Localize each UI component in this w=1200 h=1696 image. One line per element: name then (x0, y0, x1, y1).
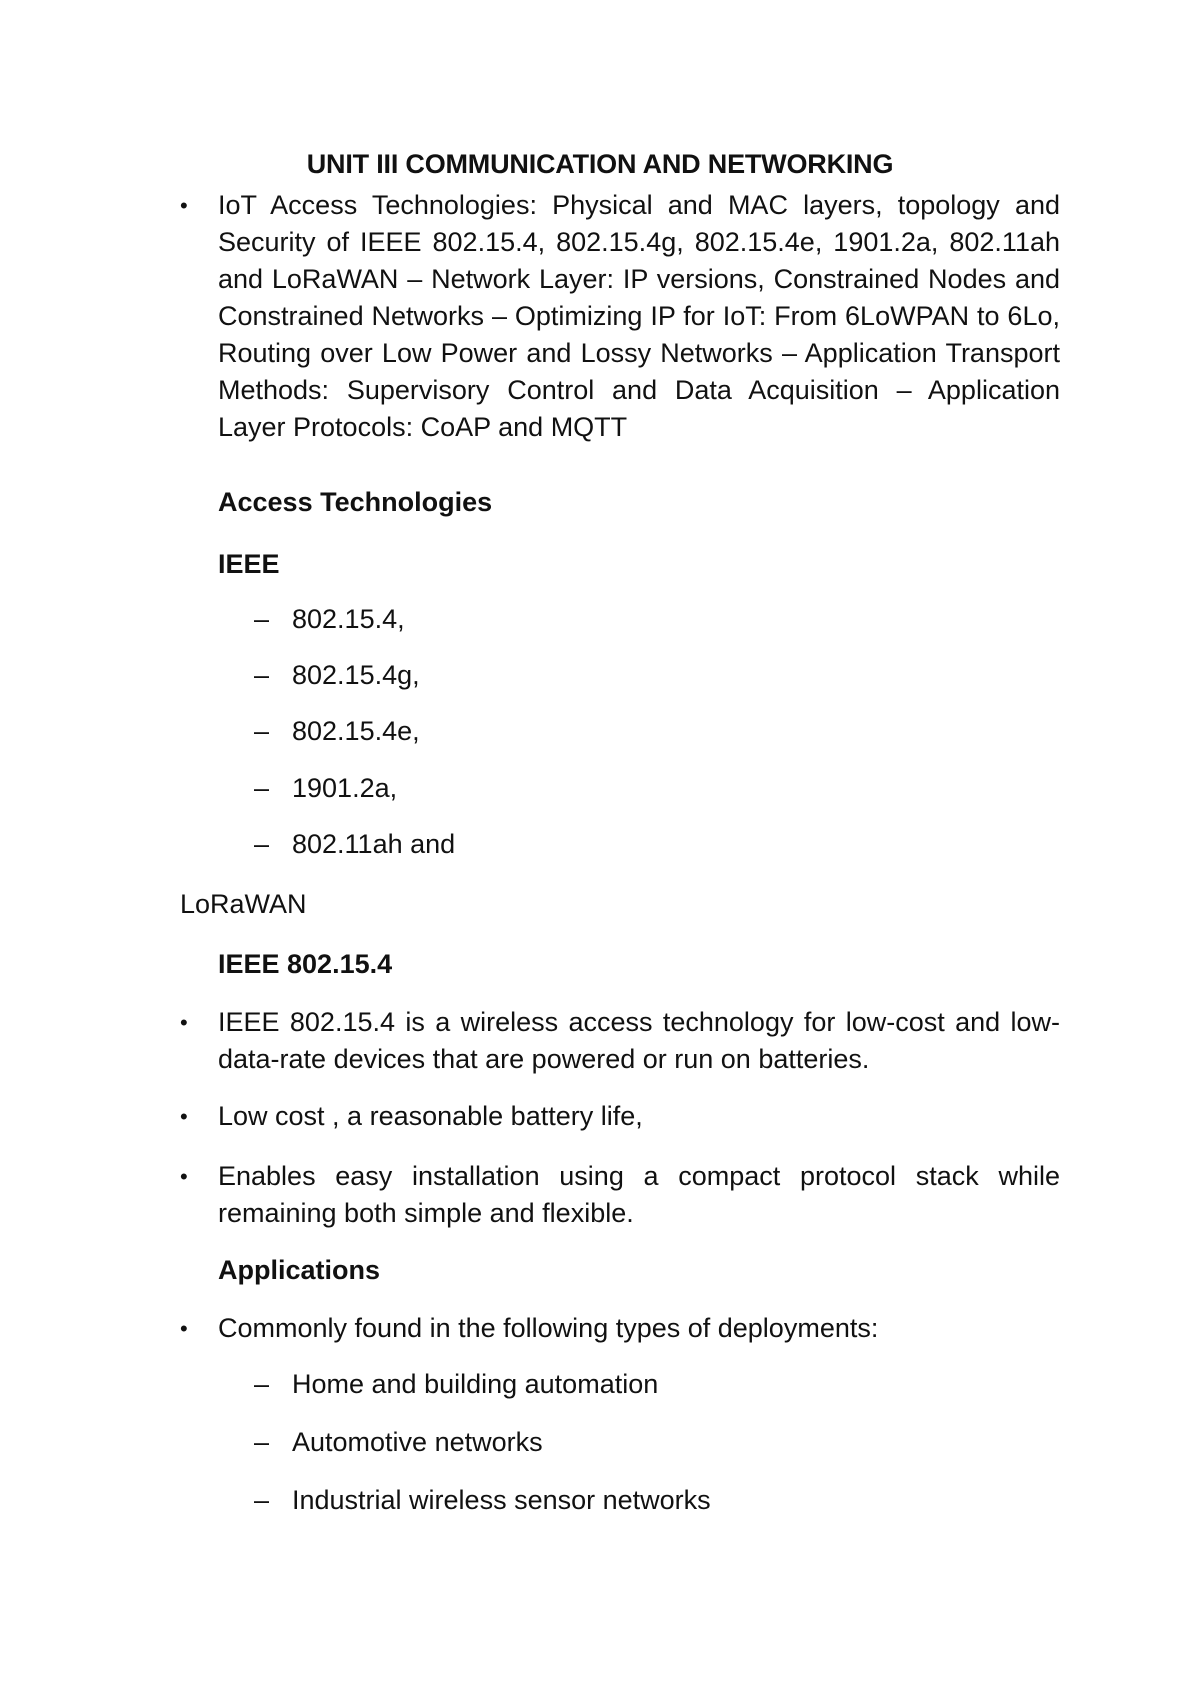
ieee-list-item (254, 601, 405, 637)
ieee-list-item (254, 713, 420, 749)
bullet-icon: • (180, 1316, 188, 1341)
applications-bullet (180, 1310, 1060, 1347)
ieee802-bullet (180, 1004, 1060, 1078)
access-technologies-heading: Access Technologies (218, 487, 493, 517)
applications-list-item (254, 1424, 543, 1460)
ieee-list-item (254, 826, 455, 862)
applications-bullet-text: Commonly found in the following types of deployments: (218, 1313, 879, 1343)
bullet-icon: • (180, 1164, 188, 1189)
dash-icon: – (254, 1369, 270, 1399)
dash-icon: – (254, 716, 270, 746)
applications-item-text: Home and building automation (292, 1369, 659, 1399)
ieee-list-item (254, 770, 397, 806)
bullet-icon: • (180, 193, 188, 218)
ieee-item-text: 802.15.4, (292, 604, 405, 634)
ieee-item-text: 802.11ah and (292, 829, 456, 859)
applications-heading: Applications (218, 1255, 381, 1285)
page-title: UNIT III COMMUNICATION AND NETWORKING (306, 149, 894, 179)
ieee-802-15-4-heading: IEEE 802.15.4 (218, 949, 393, 979)
ieee-item-text: 802.15.4g, (292, 660, 420, 690)
intro-bullet-text: IoT Access Technologies: Physical and MAC layers, topology and Security of IEEE 802.15.4, 802.15.4g, 802.15.4e, 1901.2a, 802.11ah and LoRaWAN – Network Layer: IP versions, Constrained Nodes and Constrained Networks – Optimizing IP for IoT: From 6LoWPAN to 6Lo, Routing over Low Power and Lossy Networks – Application Transport Methods: Supervisory Control and Data Acquisition – Application Layer Protocols: CoAP and MQTT (218, 190, 1060, 442)
applications-item-text: Industrial wireless sensor networks (292, 1485, 711, 1515)
applications-list-item (254, 1366, 658, 1402)
lorawan-label: LoRaWAN (180, 889, 307, 919)
dash-icon: – (254, 1427, 270, 1457)
ieee-item-text: 1901.2a, (292, 773, 398, 803)
dash-icon: – (254, 829, 270, 859)
ieee802-bullet (180, 1098, 1060, 1135)
ieee802-bullet-text: IEEE 802.15.4 is a wireless access technology for low-cost and low-data-rate devices that are powered or run on batteries. (218, 1007, 1060, 1074)
applications-item-text: Automotive networks (292, 1427, 543, 1457)
dash-icon: – (254, 1485, 270, 1515)
ieee802-bullet-text: Low cost , a reasonable battery life, (218, 1101, 643, 1131)
dash-icon: – (254, 660, 270, 690)
ieee802-bullet (180, 1158, 1060, 1232)
ieee-list-item (254, 657, 420, 693)
ieee-heading: IEEE (218, 549, 280, 579)
applications-list-item (254, 1482, 711, 1518)
dash-icon: – (254, 604, 270, 634)
bullet-icon: • (180, 1104, 188, 1129)
ieee802-bullet-text: Enables easy installation using a compact protocol stack while remaining both simple and flexible. (218, 1161, 1060, 1228)
dash-icon: – (254, 773, 270, 803)
ieee-item-text: 802.15.4e, (292, 716, 420, 746)
intro-bullet (180, 187, 1060, 446)
bullet-icon: • (180, 1010, 188, 1035)
